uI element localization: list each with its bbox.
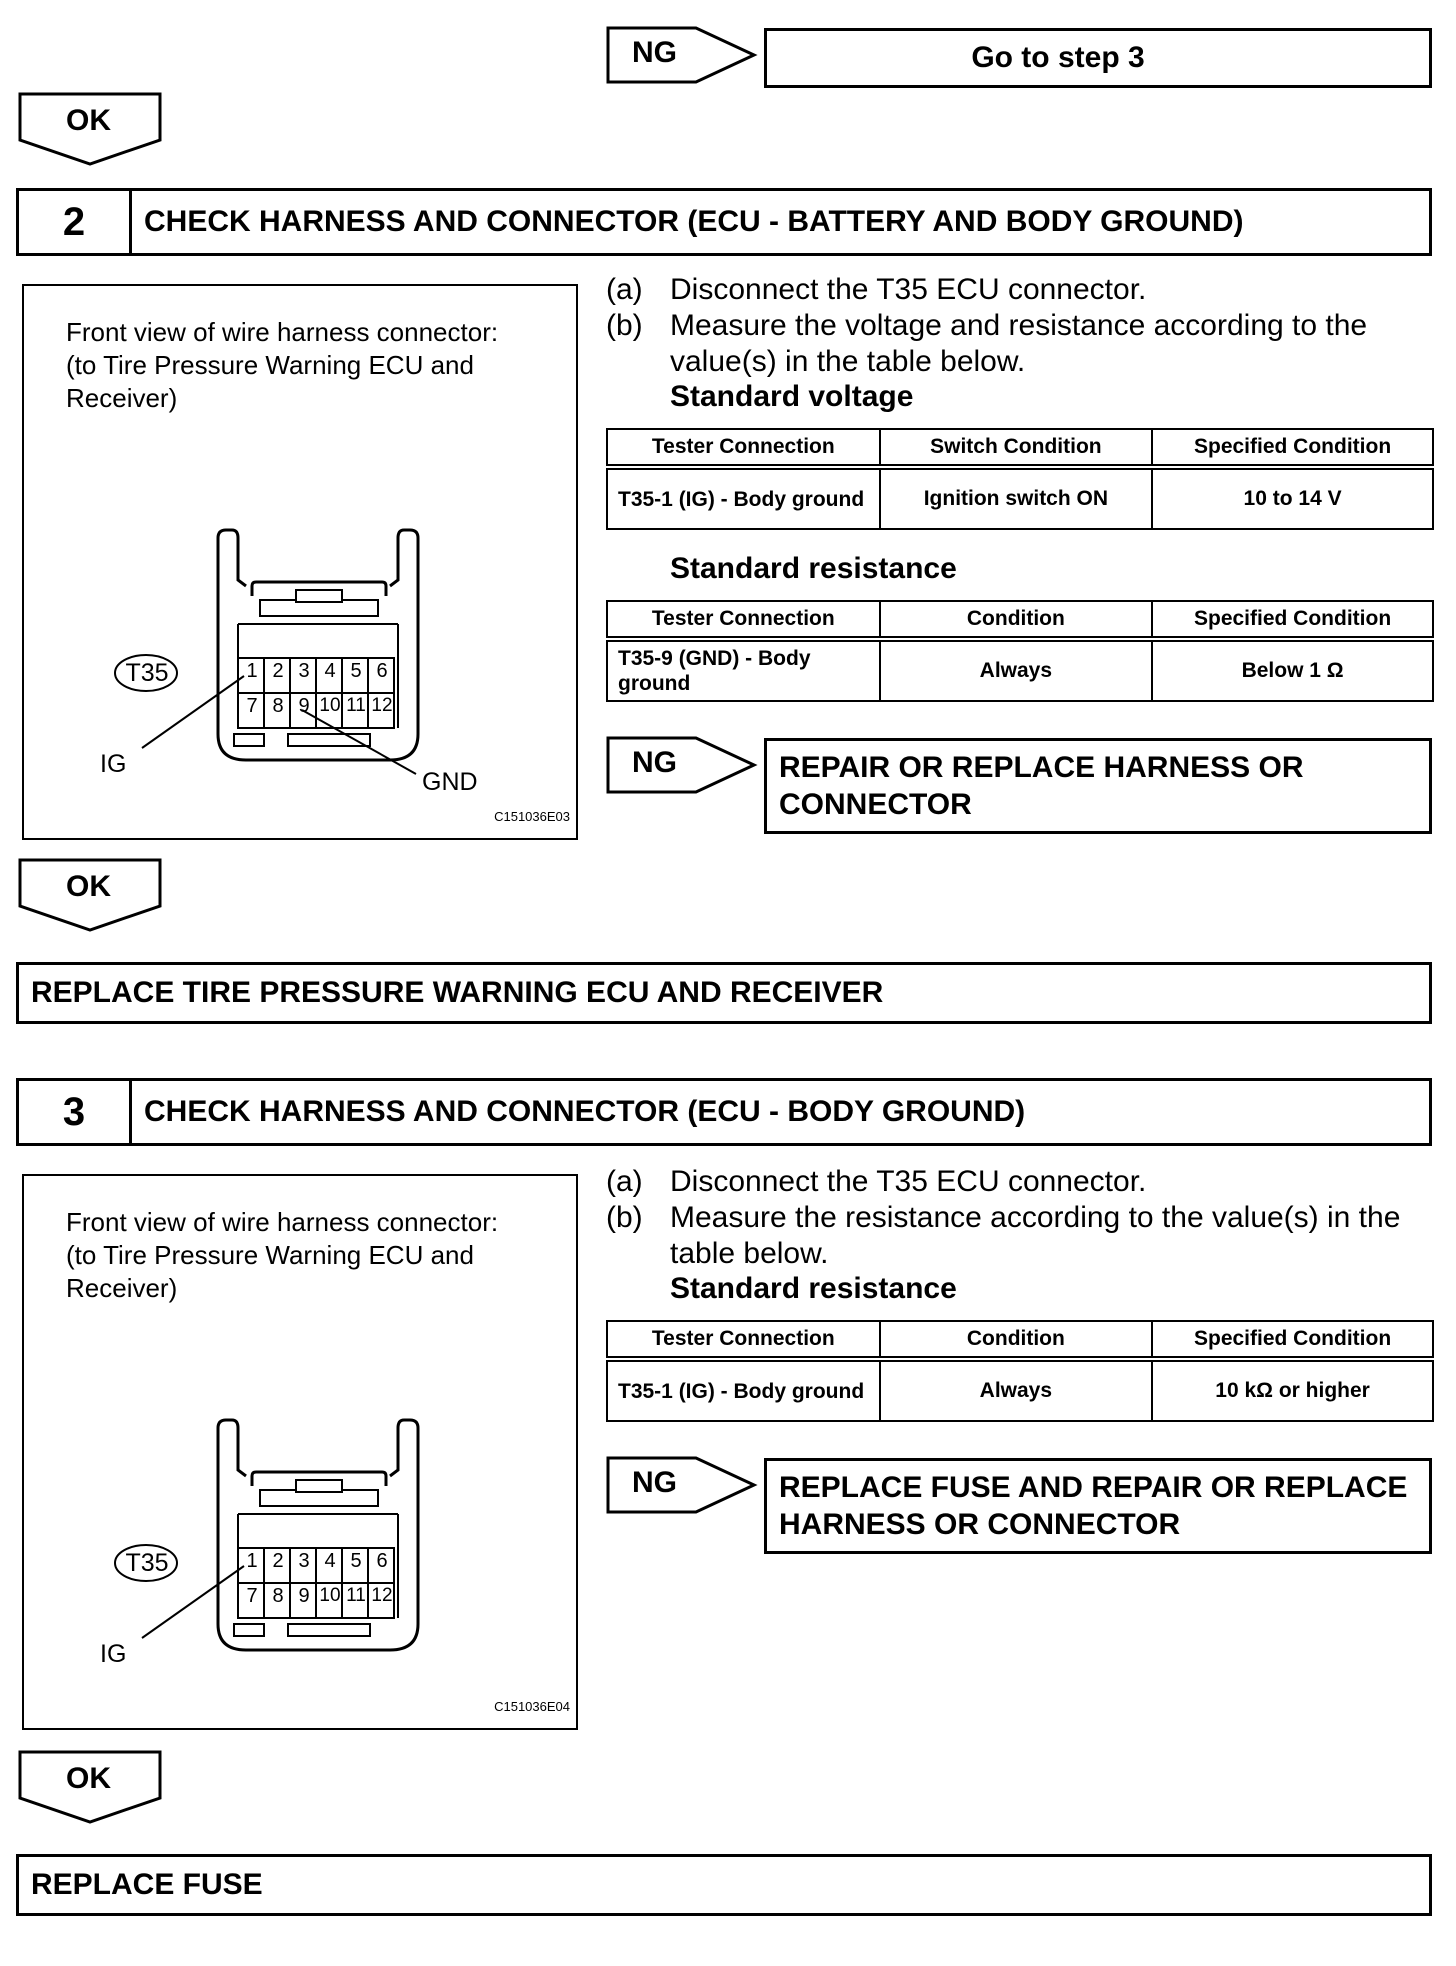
gnd-label: GND [422,768,478,796]
ng-result-box: REPLACE FUSE AND REPAIR OR REPLACE HARNESS OR CONNECTOR [764,1458,1432,1554]
ng-arrow [606,26,758,84]
standard-resistance-table: Tester Connection Condition Specified Condition T35-9 (GND) - Body ground Always Below 1 Ω [606,600,1434,702]
ng-arrow [606,1456,758,1514]
figure-caption: Front view of wire harness connector: (to Tire Pressure Warning ECU and Receiver) [66,317,499,413]
ok-result-box: REPLACE TIRE PRESSURE WARNING ECU AND RECEIVER [16,962,1432,1024]
ok-label: OK [66,104,111,137]
connector-label: T35 [125,659,169,687]
ng-result-box: REPAIR OR REPLACE HARNESS OR CONNECTOR [764,738,1432,834]
figure-caption: Front view of wire harness connector: (to Tire Pressure Warning ECU and Receiver) [66,1207,499,1303]
table-row: T35-1 (IG) - Body ground Ignition switch ON 10 to 14 V [607,467,1433,529]
table-row: T35-1 (IG) - Body ground Always 10 kΩ or higher [607,1359,1433,1421]
ig-label: IG [100,1640,127,1668]
ig-label: IG [100,750,127,778]
standard-voltage-heading: Standard voltage [670,380,914,413]
ok-result-box: REPLACE FUSE [16,1854,1432,1916]
standard-voltage-table: Tester Connection Switch Condition Specified Condition T35-1 (IG) - Body ground Ignition switch ON 10 to 14 V [606,428,1434,530]
step-2-header [16,188,1432,256]
connector-figure: Front view of wire harness connector: (to Tire Pressure Warning ECU and Receiver) 1 2 3 4 5 6 7 8 9 10 11 12 T35 IG GND C151036E03 [22,284,578,840]
connector-figure: Front view of wire harness connector: (to Tire Pressure Warning ECU and Receiver) 1 2 3 4 5 6 7 8 9 10 11 12 T35 IG C151036E04 [22,1174,578,1730]
result-box-go-to-step-3 [764,28,1432,88]
step-title: CHECK HARNESS AND CONNECTOR (ECU - BODY GROUND) [144,1095,1026,1128]
ok-label: OK [66,1762,111,1795]
step-number: 3 [19,1081,132,1143]
instructions: (a) Disconnect the T35 ECU connector. (b) Measure the resistance according to the value(s) in the table below. [606,1165,1401,1270]
step-number: 2 [19,191,132,253]
instructions: (a) Disconnect the T35 ECU connector. (b) Measure the voltage and resistance according to the value(s) in the table below. [606,273,1368,378]
standard-resistance-heading: Standard resistance [670,1272,957,1305]
result-text: Go to step 3 [971,41,1145,74]
figure-code: C151036E03 [494,809,570,824]
ng-label: NG [632,1466,677,1499]
standard-resistance-heading: Standard resistance [670,552,957,585]
ng-label: NG [632,36,677,69]
ok-label: OK [66,870,111,903]
step-3-header [16,1078,1432,1146]
ng-arrow [606,736,758,794]
step-title: CHECK HARNESS AND CONNECTOR (ECU - BATTERY AND BODY GROUND) [144,205,1244,238]
figure-code: C151036E04 [494,1699,570,1714]
table-row: T35-9 (GND) - Body ground Always Below 1 Ω [607,639,1433,701]
connector-label: T35 [125,1549,169,1577]
standard-resistance-table: Tester Connection Condition Specified Condition T35-1 (IG) - Body ground Always 10 kΩ or higher [606,1320,1434,1422]
ng-label: NG [632,746,677,779]
